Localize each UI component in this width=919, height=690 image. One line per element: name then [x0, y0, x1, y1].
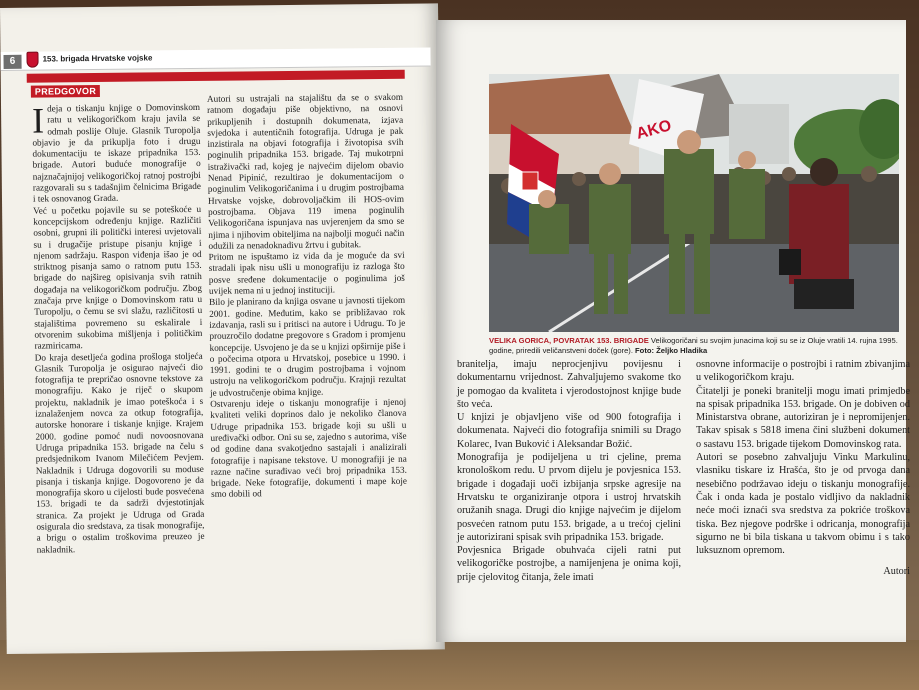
- paragraph: [32, 102, 201, 205]
- left-column-1: [32, 102, 205, 556]
- red-divider: [27, 70, 405, 83]
- paragraph: Povjesnica Brigade obuhvaća cijeli ratni put velikogoričke postrojbe, a namijenjena je onima koji, prije cjelovitog čitanja, žele imati: [457, 545, 681, 583]
- photo-caption: [489, 336, 899, 355]
- caption-credit: Foto: Željko Hladika: [635, 345, 708, 355]
- right-column-1: [457, 358, 681, 584]
- paragraph: Autori su ustrajali na stajalištu da se o svakom ratnom događaju piše objektivno, na osnovi prikupljenih i dostupnih dokumenata, izjava svjedoka i autentičnih fotografija. Udruga je pak inzistirala na objavi fotografija i životopisa svih poginulih pripadnika 153. brigade. Taj mukotrpni istraživački rad, kojeg je najvećim dijelom obavio Nenad Pipinić, rezultirao je dokumentacijom o poginulim Velikogoričanima i u drugim postrojbama Hrvatske vojske, dobrovoljačkim ili HOS-ovim postrojbama. Objava 119 imena poginulih Velikogoričana ispunjava nas uvjerenjem da smo se njima i njihovim obiteljima na najbolji mogući način odužili za nenadoknadivu žrtvu i gubitak.: [206, 91, 405, 251]
- coat-of-arms-icon: [26, 52, 38, 68]
- photo-returning-soldiers: [489, 74, 899, 332]
- right-column-2: [696, 358, 910, 579]
- left-column-2: [207, 92, 407, 501]
- banner-text: AKO: [634, 117, 674, 143]
- section-label: PREDGOVOR: [31, 85, 100, 98]
- photo-illustration: [489, 74, 899, 332]
- paragraph: Pritom ne ispuštamo iz vida da je moguće da svi stradali ipak nisu ušli u monografiju iz razloga što posve sređene dokumentacije o poginulima još uvijek nema ni u jednoj instituciji.: [208, 249, 405, 296]
- paragraph: Autori se posebno zahvaljuju Vinku Markulinu, vlasniku tiskare iz Hrašća, što je od prvoga dana nesebično podržavao ideju o tiskanju monografije. Čak i onda kada je postalo vidljivo da nakladnik neće moći iznaći sva sredstva za pokriće troškova tiska. Bez njegove podrške i odricanja, monografija sigurno ne bi bila tiskana u takvom obimu i s tako luksuznom opremom.: [696, 452, 910, 557]
- paragraph: Čitatelji je poneki branitelji mogu imati primjedbe na spisak pripadnika 153. brigade. On je dobiven od Ministarstva obrane, autoriziran je i nepromijenjen. Takav spisak s 5818 imena čini službeni dokument o sastavu 153. brigade tijekom Domovinskog rata.: [696, 385, 910, 450]
- running-head: 153. brigada Hrvatske vojske: [42, 53, 153, 64]
- paragraph: Ostvarenju ideje o tiskanju monografije i njenoj kvaliteti veliki doprinos dalo je nekoliko članova Udruge pripadnika 153. brigade koji su ušli u uređivački odbor. Oni su se, zajedno s autorima, više od godine dana svakotjedno sastajali i analizirali fotografije i napisane tekstove. U monografiji je na razne načine surađivao veći broj pripadnika 153. brigade. Neke fotografije, dokumenti i mape koje smo dobili od: [210, 396, 408, 500]
- caption-title: VELIKA GORICA, POVRATAK 153. BRIGADE: [489, 336, 649, 345]
- paragraph: Monografija je podijeljena u tri cjeline, prema kronološkom redu. U prvom dijelu je povjesnica 153. brigade i događaji uoči izbijanja srpske agresije na Hrvatsku te organiziranje otpora i ustroj hrvatskih oružanih snaga. Drugi dio knjige najvećim je dijelom posvećen ratnom putu 153. brigade, a u trećoj cjelini je autorizirani spisak svih pripadnika 153. brigade.: [457, 452, 681, 543]
- left-page: [0, 3, 445, 654]
- paragraph: osnovne informacije o postrojbi i ratnim zbivanjima u velikogoričkom kraju.: [696, 359, 910, 384]
- paragraph: branitelja, imaju neprocjenjivu povijesnu i dokumentarnu vrijednost. Zahvaljujemo svakome tko je pomogao da kvaliteta i vjerodostojnost knjige bude što veća.: [457, 359, 681, 410]
- paragraph: Do kraja desetljeća godina prošloga stoljeća Glasnik Turopolja je osigurao najveći dio fotografija te prepričao osnovne tekstove za monografiju. Kako je riječ o skupom projektu, nakladnik je imao poteškoća i s iznalaženjem novca za otkup fotografija, autorske honorare i tiskanje knjige. Krajem 2000. godine pomoć nudi novoosnovana Udruga pripadnika 153. brigade na čelu s predsjednikom Ivanom Milečićem Pevjem. Nakladnik i Udruga dogovorili su moduse pisanja i tiskanja knjige. Dogovoreno je da monografija skoro u cijelosti bude posvećena 153. brigadi te da sadrži dvjestotinjak stranica. Za projekt je Udruga od Grada osigurala dio sredstava, za tisak monografije, a brigu o ostalim troškovima preuzeo je nakladnik.: [34, 350, 205, 555]
- paragraph: U knjizi je objavljeno više od 900 fotografija i dokumenata. Najveći dio fotografija snimili su Drago Kolarec, Ivan Buković i Aleksandar Božić.: [457, 412, 681, 450]
- drop-cap: I: [31, 100, 45, 141]
- authors-signature: Autori: [883, 566, 910, 578]
- paragraph: Bilo je planirano da knjiga osvane u javnosti tijekom 2001. godine. Međutim, kako se približavao rok izdavanja, rasli su i pritisci na autore i Udrugu. To je prouzročilo dodatne pregovore s Gradom i promjenu koncepcije. Usvojeno je da se u knjizi opširnije piše i o počecima otpora u Hrvatskoj, posebice u 1990. i 1991. godini te o drugim postrojbama i vojnom ustroju na velikogoričkom području. Krajnji rezultat je udvostručenje obima knjige.: [209, 295, 406, 398]
- paragraph: Već u početku pojavile su se poteškoće u koncepcijskom određenju knjige. Različiti osobni, grupni ili politički interesi uvjetovali su i drugačije pristupe pisanju knjige i njenom sadržaju. Raspon viđenja išao je od striktnog pisanja samo o ratnom putu 153. brigade do najšireg opisivanja svih ratnih događaja na velikogoričkom području. Zbog značaja prve knjige o Domovinskom ratu u Turopolju, o čemu se svi slažu, različitosti u stajalištima povremeno su eskalirale i otvorenim sukobima mišljenja i političkim razmiricama.: [33, 203, 203, 351]
- paragraph-text: deja o tiskanju knjige o Domovinskom ratu u velikogoričkom kraju javila se odmah poslije Oluje. Glasnik Turopolja objavio je da prikuplja foto i drugu dokumentaciju te iskaze pripadnika 153. brigade. Autori buduće monografije o najznačajnijoj velikogoričkoj ratnoj postrojbi razgovarali su s tadašnjim čelnicima Brigade i tek osnovanog Grada.: [32, 101, 201, 205]
- page-number: 6: [3, 55, 21, 69]
- caption-body: Velikogoričani su svojim junacima koji su se iz Oluje vratili 14. rujna 1995. godine, priredili veličanstveni doček (gore).: [489, 336, 898, 355]
